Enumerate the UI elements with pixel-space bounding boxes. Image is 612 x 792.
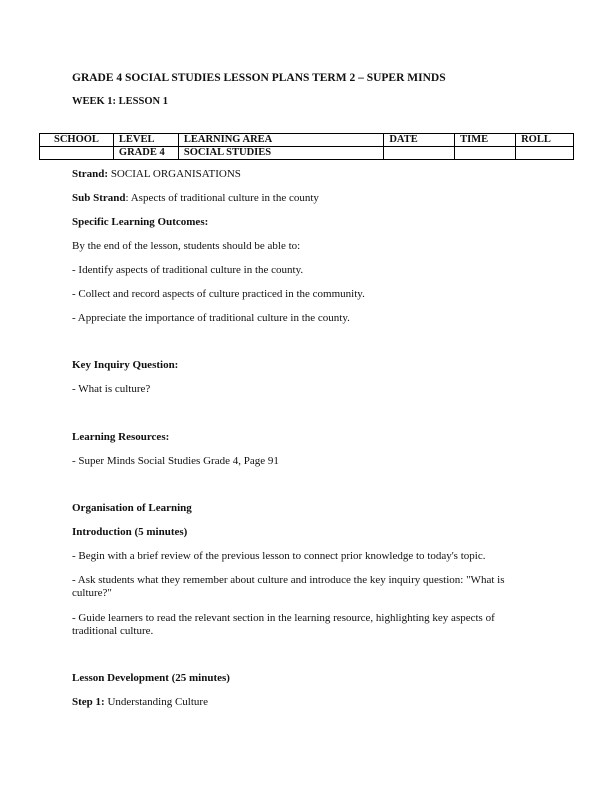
sub-strand-label: Sub Strand (72, 192, 126, 204)
table-header-cell: ROLL (516, 134, 574, 147)
lesson-info-table (39, 133, 574, 160)
inquiry-heading: Key Inquiry Question: (72, 359, 179, 371)
table-header-row (40, 134, 574, 147)
table-cell (384, 147, 455, 160)
introduction-item: - Guide learners to read the relevant section in the learning resource, highlighting key aspects of traditional culture. (72, 612, 495, 637)
strand-line (72, 168, 542, 181)
week-lesson-label: WEEK 1: LESSON 1 (72, 96, 168, 107)
outcomes-intro: By the end of the lesson, students should be able to: (72, 240, 301, 252)
document-title: GRADE 4 SOCIAL STUDIES LESSON PLANS TERM 2 – SUPER MINDS (72, 72, 446, 84)
table-cell: SOCIAL STUDIES (178, 147, 383, 160)
table-cell: GRADE 4 (113, 147, 178, 160)
table-header-cell: TIME (455, 134, 516, 147)
step-1-line (72, 696, 542, 709)
outcome-item: - Identify aspects of traditional culture in the county. (72, 264, 304, 276)
outcome-item: - Collect and record aspects of culture practiced in the community. (72, 288, 365, 300)
organisation-heading: Organisation of Learning (72, 502, 192, 514)
development-heading: Lesson Development (25 minutes) (72, 672, 230, 684)
introduction-item: - Ask students what they remember about culture and introduce the key inquiry question: "What is culture?" (72, 574, 505, 599)
step-1-value: Understanding Culture (104, 696, 208, 708)
outcomes-heading: Specific Learning Outcomes: (72, 216, 209, 228)
table-header-cell: DATE (384, 134, 455, 147)
sub-strand-value: : Aspects of traditional culture in the county (125, 192, 319, 204)
table-cell (516, 147, 574, 160)
introduction-item: - Begin with a brief review of the previous lesson to connect prior knowledge to today's topic. (72, 550, 486, 562)
inquiry-item: - What is culture? (72, 383, 151, 395)
table-header-cell: SCHOOL (40, 134, 114, 147)
table-header-cell: LEVEL (113, 134, 178, 147)
introduction-heading: Introduction (5 minutes) (72, 526, 188, 538)
step-1-label: Step 1: (72, 696, 105, 708)
strand-label: Strand: (72, 168, 109, 180)
strand-value: SOCIAL ORGANISATIONS (108, 168, 241, 180)
outcome-item: - Appreciate the importance of traditional culture in the county. (72, 312, 350, 324)
sub-strand-line (72, 192, 542, 205)
table-cell (455, 147, 516, 160)
table-cell (40, 147, 114, 160)
table-header-cell: LEARNING AREA (178, 134, 383, 147)
resource-item: - Super Minds Social Studies Grade 4, Page 91 (72, 455, 279, 467)
resources-heading: Learning Resources: (72, 431, 170, 443)
table-row (40, 147, 574, 160)
